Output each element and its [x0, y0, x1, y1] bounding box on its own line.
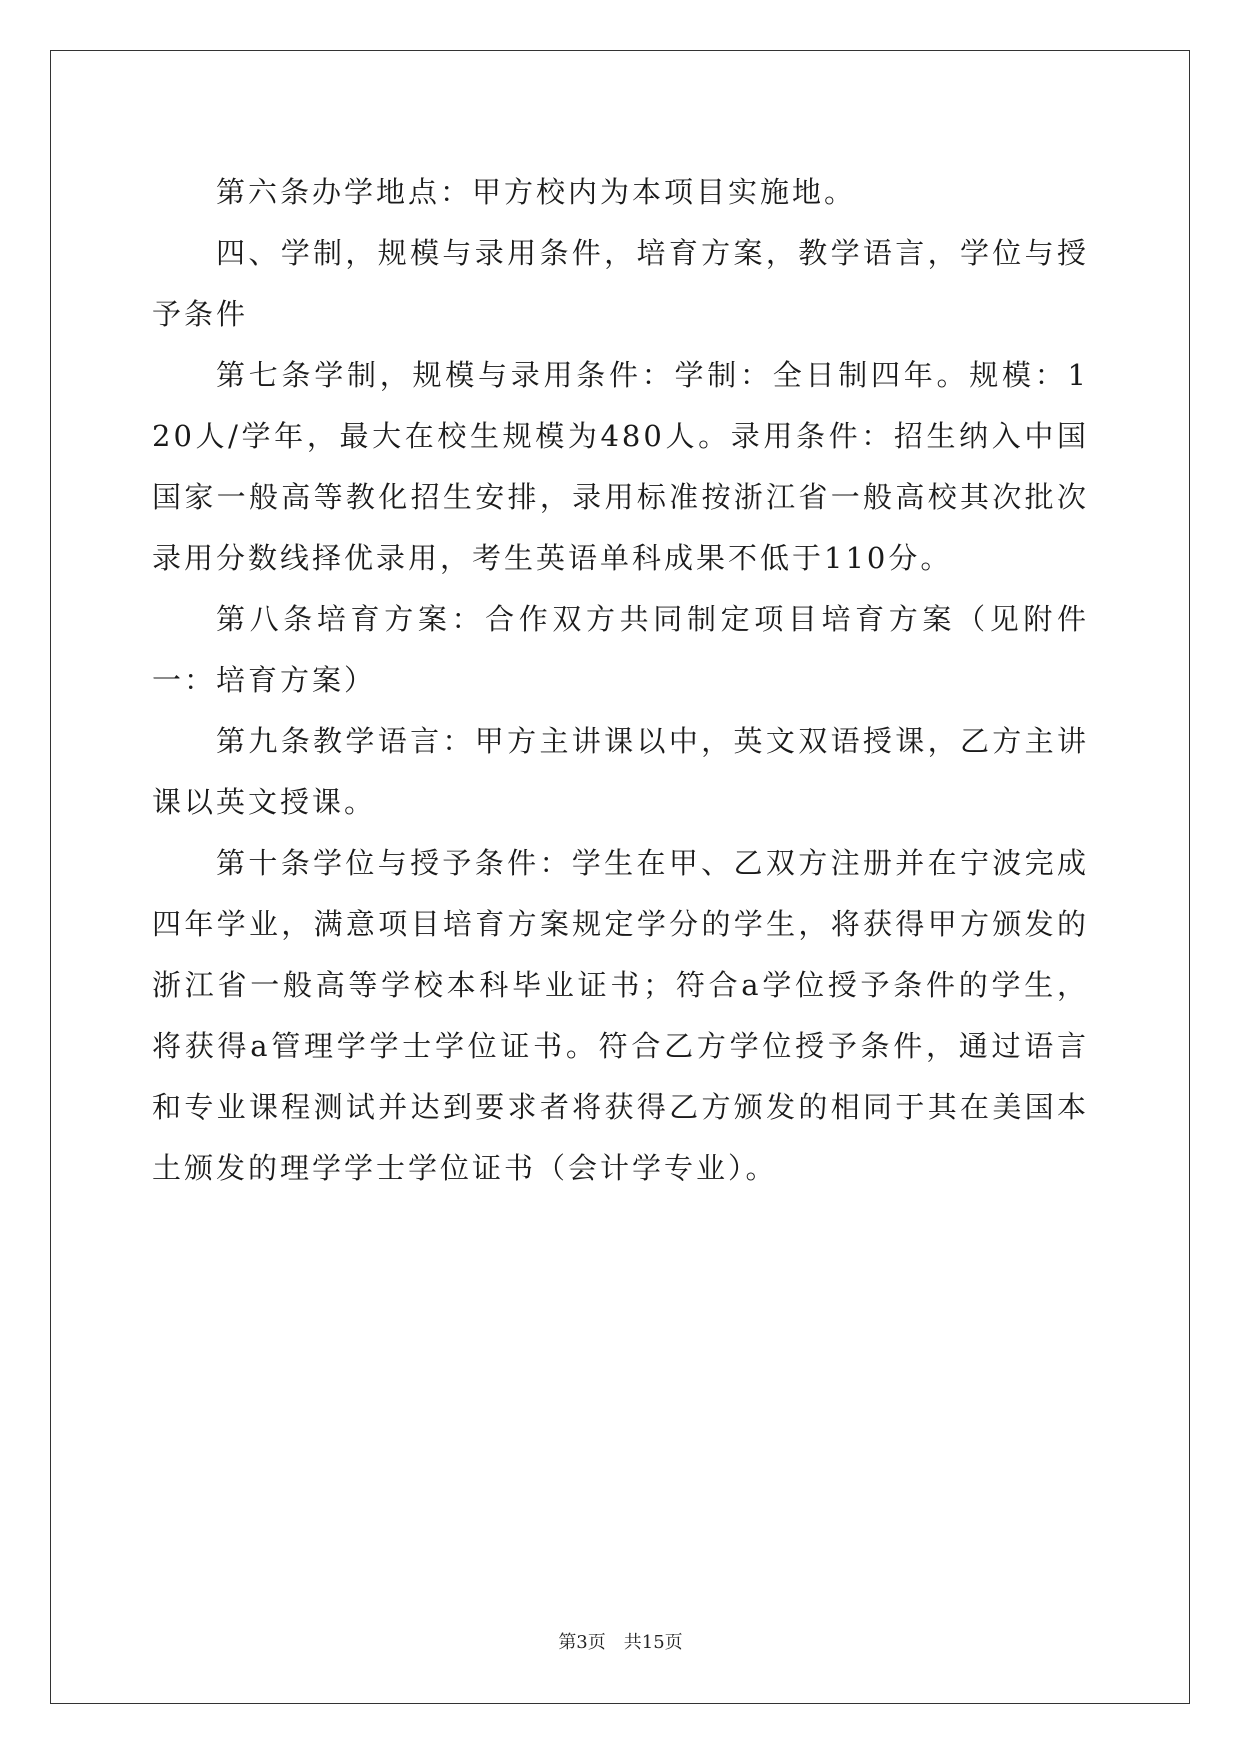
paragraph-section-4-heading: 四、学制，规模与录用条件，培育方案，教学语言，学位与授予条件 [152, 236, 1089, 331]
paragraph-article-6: 第六条办学地点：甲方校内为本项目实施地。 [216, 175, 857, 209]
paragraph-article-7: 第七条学制，规模与录用条件：学制：全日制四年。规模：120人/学年，最大在校生规模为480人。录用条件：招生纳入中国国家一般高等教化招生安排，录用标准按浙江省一般高校其次批次录用分数线择优录用，考生英语单科成果不低于110分。 [152, 358, 1089, 575]
paragraph-article-10: 第十条学位与授予条件：学生在甲、乙双方注册并在宁波完成四年学业，满意项目培育方案规定学分的学生，将获得甲方颁发的浙江省一般高等学校本科毕业证书；符合a学位授予条件的学生，将获得a管理学学士学位证书。符合乙方学位授予条件，通过语言和专业课程测试并达到要求者将获得乙方颁发的相同于其在美国本土颁发的理学学士学位证书（会计学专业）。 [152, 846, 1089, 1185]
document-body [152, 162, 1089, 1199]
page-total: 共15页 [623, 1632, 683, 1653]
page-footer [0, 1632, 1241, 1654]
page-number: 第3页 [558, 1632, 606, 1653]
paragraph-article-9: 第九条教学语言：甲方主讲课以中，英文双语授课，乙方主讲课以英文授课。 [152, 724, 1089, 819]
paragraph-article-8: 第八条培育方案：合作双方共同制定项目培育方案（见附件一：培育方案） [152, 602, 1089, 697]
